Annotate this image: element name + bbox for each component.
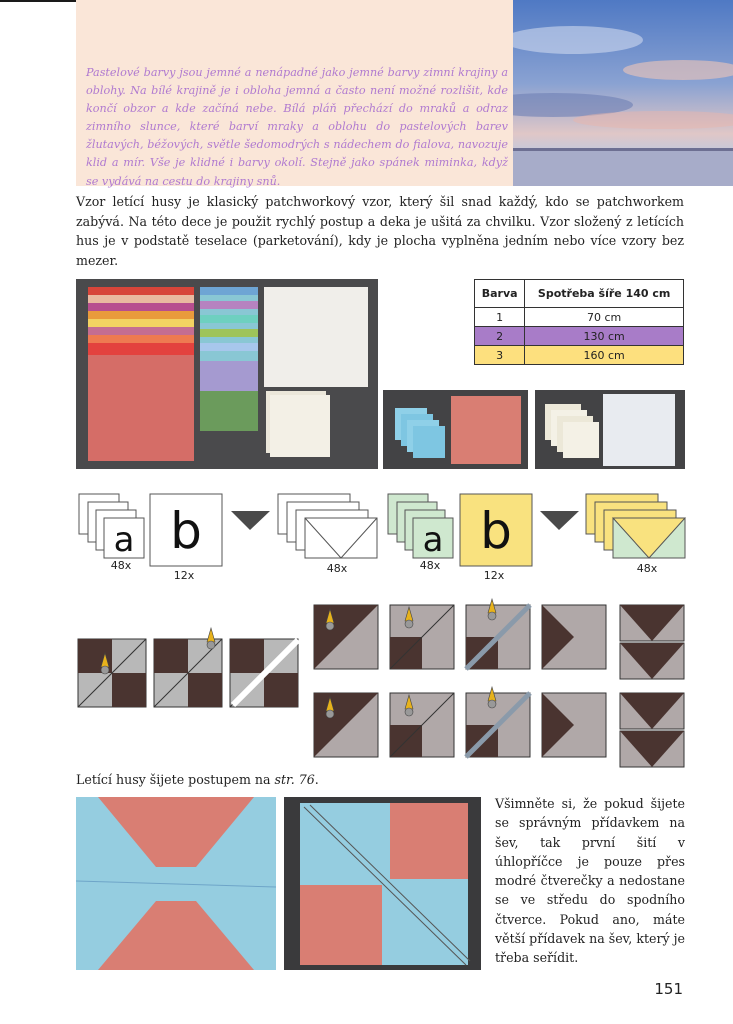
big-square-white	[150, 494, 222, 582]
quilt-photo-diagonal	[284, 797, 481, 970]
caption-prefix: Letící husy šijete postupem na	[76, 772, 275, 787]
table-row	[475, 308, 684, 327]
table-cell-amount: 130 cm	[525, 327, 684, 346]
seam-allowance-note: Všimněte si, že pokud šijete se správným přídavkem na šev, tak první šití v úhlopříčce je pouze přes modré čtverečky a nedostane se ve středu do spodního čtverce. Pokud ano, máte větší přídavek na šev, který je třeba seřídit.	[495, 796, 685, 966]
small-count-right: 48x	[419, 559, 441, 572]
table-row	[475, 327, 684, 346]
caption-ref-link[interactable]: str. 76	[274, 772, 315, 787]
arrow-triangle-left	[231, 511, 270, 530]
table-header-consumption: Spotřeba šíře 140 cm	[525, 280, 684, 308]
body-paragraph: Vzor letící husy je klasický patchworkový vzor, který šil snad každý, kdo se patchworkem zabývá. Na této dece je použit rychlý postup a deka je ušitá za chvilku. Vzor složený z letících hus je v podstatě teselace (parketování), kdy je plocha vyplněna jedním nebo více vzory bez mezer.	[76, 194, 684, 268]
table-cell-amount: 70 cm	[525, 308, 684, 327]
small-squares-green	[388, 494, 453, 572]
blue-squares-photo	[383, 390, 528, 469]
table-cell-color: 1	[475, 308, 525, 327]
step-block-1	[78, 639, 146, 707]
quilt-photo-seam	[76, 797, 276, 970]
arrow-triangle-right	[540, 511, 579, 530]
result-count-left: 48x	[326, 562, 348, 575]
table-cell-amount: 160 cm	[525, 346, 684, 365]
small-squares-white	[79, 494, 144, 572]
winter-sky-photo	[513, 0, 733, 186]
big-count-left: 12x	[173, 569, 195, 582]
fabric-strips-photo	[76, 279, 378, 469]
corner-rule	[0, 0, 76, 2]
small-letter-left: a	[113, 520, 135, 560]
table-row	[475, 346, 684, 365]
table-cell-color: 2	[475, 327, 525, 346]
result-count-right: 48x	[636, 562, 658, 575]
big-letter-left: b	[170, 502, 202, 560]
big-square-yellow	[460, 494, 532, 582]
fabric-consumption-table	[474, 279, 684, 365]
big-letter-right: b	[480, 502, 512, 560]
white-squares-photo	[535, 390, 685, 469]
small-count-left: 48x	[110, 559, 132, 572]
cutting-diagram	[0, 480, 733, 590]
geese-stack-color	[586, 494, 685, 575]
caption-suffix: .	[314, 772, 319, 787]
step-row-top	[314, 599, 684, 679]
steps-caption	[76, 772, 319, 787]
step-block-2	[154, 628, 222, 707]
step-row-bottom	[314, 687, 684, 767]
page-number: 151	[654, 980, 683, 998]
table-header-color: Barva	[475, 280, 525, 308]
small-letter-right: a	[422, 520, 444, 560]
sewing-steps-diagram	[0, 595, 733, 775]
intro-text: Pastelové barvy jsou jemné a nenápadné jako jemné barvy zimní krajiny a oblohy. Na bílé krajině je i obloha jemná a často není možné rozlišit, kde končí obzor a kde začíná nebe. Bílá pláň přechází do mraků a odraz zimního slunce, které barví mraky a oblohu do pastelových barev žlutavých, béžových, světle šedomodrých s nádechem do fialova, navozuje klid a mír. Vše je klidné i barvy okolí. Stejně jako spánek miminka, když se vydává na cestu do krajiny snů.	[86, 66, 508, 188]
step-block-3	[230, 639, 298, 707]
table-cell-color: 3	[475, 346, 525, 365]
big-count-right: 12x	[483, 569, 505, 582]
geese-stack-white	[278, 494, 377, 575]
